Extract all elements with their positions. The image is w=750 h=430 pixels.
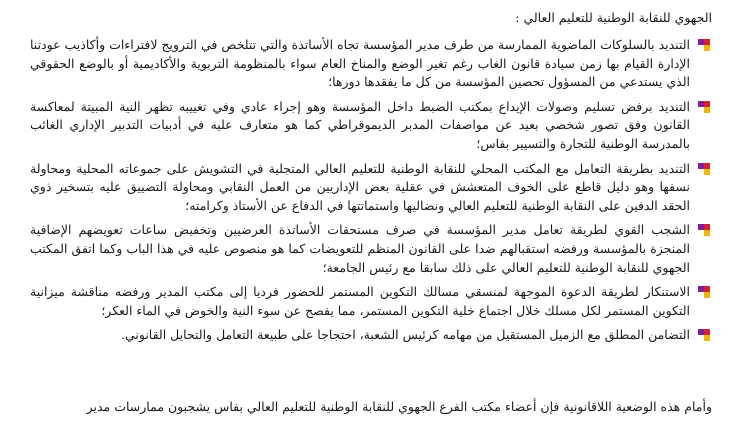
item-text: التنديد بطريقة التعامل مع المكتب المحلي للنقابة الوطنية للتعليم العالي المتجلية في التشويش على جموعاته المحلية ومحاولة نسفها وهو دليل قاطع على الخوف المتعشش في عقلية بعض الإداريين من العمل النقابي ومحاولة التضييق عليه بتسخير ذوي الحقد الدفين على النقابة الوطنية للتعليم العالي ونضاليها واستماتتها في الدفاع عن الأستاذ وكرامته؛: [30, 160, 690, 213]
list-item: [30, 283, 712, 320]
bullet-icon: [698, 163, 710, 175]
item-text: الشجب القوي لطريقة تعامل مدير المؤسسة في صرف مستحقات الأساتذة العرضيين وتخفيض ساعات تعويضهم الإضافية المنجزة بالمؤسسة ورفضه استقبالهم ضدا على القانون المنظم للتعويضات كما هو منصوص عليه في هذا الباب وكما اتفق المكتب الجهوي للنقابة الوطنية للتعليم العالي على ذلك سابقا مع رئيس الجامعة؛: [30, 222, 690, 275]
intro-line: الجهوي للنقابة الوطنية للتعليم العالي :: [515, 10, 712, 25]
item-text: الاستنكار لطريقة الدعوة الموجهة لمنسقي مسالك التكوين المستمر للحضور فرديا إلى مكتب المدير ورفضه مناقشة ميزانية التكوين المستمر لكل مسلك خلال اجتماع خلية التكوين المستمر، مما يفصح عن سوء النية والخوض في الماء العكر؛: [30, 284, 690, 318]
list-item: [30, 160, 712, 216]
bullet-icon: [698, 224, 710, 236]
list-item: [30, 36, 712, 92]
item-text: التنديد بالسلوكات الماضوية الممارسة من طرف مدير المؤسسة تجاه الأساتذة والتي تتلخص في الترويج لافتراءات وأكاذيب عودتنا الإدارة القيام بها زمن سيادة قانون الغاب رغم تغير الوضع والمناخ العام سواء بالمنظومة التربوية والأكاديمية أو بالوضع الحقوقي الذي يستدعي من المسؤول تحصين المؤسسة من كل ما يفقدها دورها؛: [30, 37, 690, 90]
list-item: [30, 326, 712, 345]
bullet-icon: [698, 329, 710, 341]
bullet-icon: [698, 286, 710, 298]
closing-paragraph: وأمام هذه الوضعية اللاقانونية فإن أعضاء مكتب الفرع الجهوي للنقابة الوطنية للتعليم العالي بفاس يشجبون ممارسات مدير: [86, 399, 712, 414]
list-item: [30, 221, 712, 277]
bullet-icon: [698, 39, 710, 51]
item-text: التنديد برفض تسليم وصولات الإيداع بمكتب الضبط داخل المؤسسة وهو إجراء عادي وفي تغييبه تظهر النية المبيتة لمعاكسة القانون وفق تصور شخصي بعيد عن مواصفات المدبر الديموقراطي كما هو متعارف عليه في أدبيات التدبير الإداري الغائب بالمدرسة الوطنية للتجارة والتسيير بفاس؛: [30, 98, 690, 151]
items-list: [30, 36, 712, 351]
bullet-icon: [698, 101, 710, 113]
item-text: التضامن المطلق مع الزميل المستقيل من مهامه كرئيس الشعبة، احتجاجا على طبيعة التعامل والتحايل القانوني.: [120, 327, 690, 343]
list-item: [30, 98, 712, 154]
